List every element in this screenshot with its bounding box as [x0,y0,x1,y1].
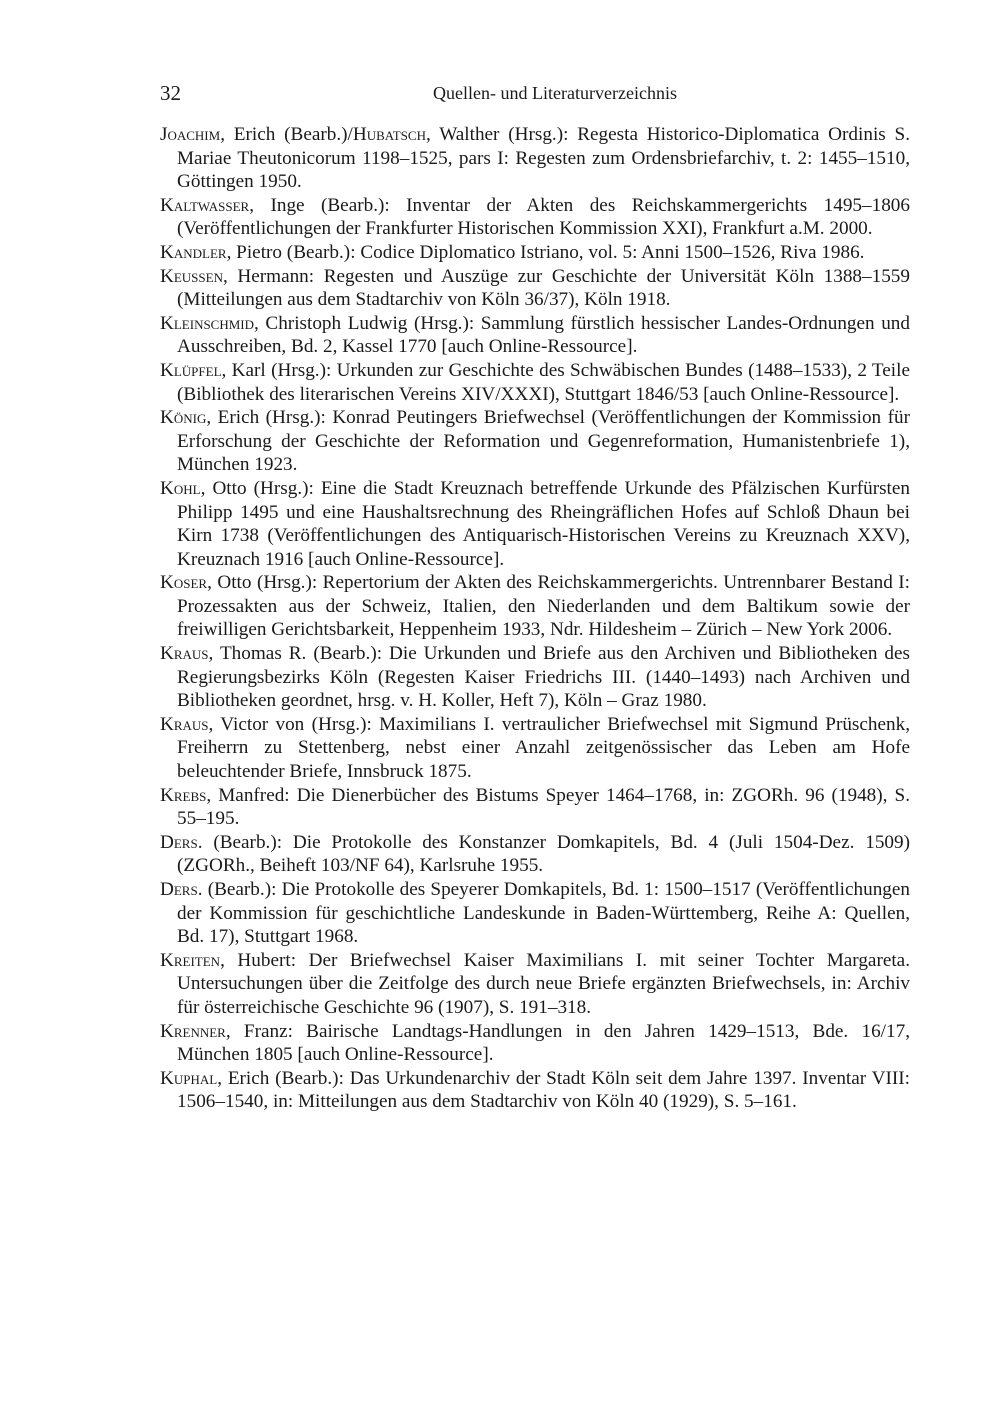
bibliography-entry [160,241,910,265]
entry-text: , Pietro (Bearb.): Codice Diplomatico Istriano, vol. 5: Anni 1500–1526, Riva 1986. [226,241,865,263]
bibliography-entry [160,265,910,312]
entry-text: , Thomas R. (Bearb.): Die Urkunden und Briefe aus den Archiven und Bibliotheken des Regierungsbezirks Köln (Regesten Kaiser Friedrichs III. (1440–1493) nach Archiven und Bibliotheken geordnet, hrsg. v. H. Koller, Heft 7), Köln – Graz 1980. [177,643,910,712]
entry-text: , Inge (Bearb.): Inventar der Akten des Reichskammergerichts 1495–1806 (Veröffentlichungen der Frankfurter Historischen Kommission XXI), Frankfurt a.M. 2000. [177,194,910,240]
author-name: Krenner [160,1020,226,1042]
entry-text: , Walther (Hrsg.): Regesta Historico-Diplomatica Ordinis S. Mariae Theutonicorum 1198–1525, pars I: Regesten zum Ordensbriefarchiv, t. 2: 1455–1510, Göttingen 1950. [177,124,910,193]
author-name: Koser [160,572,208,594]
author-name: Kuphal [160,1067,218,1089]
bibliography-entry [160,831,910,878]
entry-text: , Victor von (Hrsg.): Maximilians I. vertraulicher Briefwechsel mit Sigmund Prüschenk, Freiherrn zu Stettenberg, nebst einer Anzahl zeitgenössischer das Leben am Hofe beleuchtender Briefe, Innsbruck 1875. [177,713,910,783]
entry-text: , Erich (Hrsg.): Konrad Peutingers Briefwechsel (Veröffentlichungen der Kommission für Erforschung der Geschichte der Reformation und Gegenreformation, Humanistenbriefe 1), München 1923. [177,407,910,476]
author-name: Joachim [160,124,221,145]
author-name: Kraus [160,713,209,735]
page-number: 32 [160,81,181,105]
entry-text: , Otto (Hrsg.): Repertorium der Akten des Reichskammergerichts. Untrennbarer Bestand I: Prozessakten aus der Schweiz, Italien, den Niederlanden und dem Baltikum sowie der freiwilligen Gerichtsbarkeit, Heppenheim 1933, Ndr. Hildesheim – Zürich – New York 2006. [177,572,910,641]
entry-text: . (Bearb.): Die Protokolle des Speyerer Domkapitels, Bd. 1: 1500–1517 (Veröffentlichungen der Kommission für geschichtliche Landeskunde in Baden-Württemberg, Reihe A: Quellen, Bd. 17), Stuttgart 1968. [177,879,910,948]
bibliography-entry [160,477,910,571]
author-name: Kleinschmid [160,312,255,334]
author-name: Kohl [160,477,201,499]
bibliography-entry [160,878,910,949]
running-head: Quellen- und Literaturverzeichnis [433,83,677,103]
bibliography-entry [160,359,910,406]
author-name: König [160,407,207,429]
author-name: Kaltwasser [160,194,250,216]
bibliography-entry [160,713,910,784]
entry-text: , Franz: Bairische Landtags-Handlungen in den Jahren 1429–1513, Bde. 16/​17, München 1805 [auch Online-Ressource]. [177,1020,910,1066]
author-name: Ders [160,831,198,853]
entry-text: , Christoph Ludwig (Hrsg.): Sammlung fürstlich hessischer Landes-Ordnungen und Ausschreiben, Bd. 2, Kassel 1770 [auch Online-Ressource]. [177,312,910,358]
author-name: Kraus [160,643,209,665]
bibliography-entry [160,949,910,1020]
author-name: Klüpfel [160,359,222,381]
bibliography-entry [160,123,910,194]
author-name: Keussen [160,265,223,287]
bibliography-entry [160,312,910,359]
bibliography-entry [160,642,910,713]
author-name: Kreiten [160,949,221,971]
entry-text: , Otto (Hrsg.): Eine die Stadt Kreuznach betreffende Urkunde des Pfälzischen Kurfürsten Philipp 1495 und eine Haushaltsrechnung des Rheingräflichen Hofes auf Schloß Dhaun bei Kirn 1738 (Veröffentlichungen des Antiquarisch-Historischen Vereins zu Kreuznach XXV), Kreuznach 1916 [auch Online-Ressource]. [177,477,910,570]
bibliography-entry [160,406,910,477]
entry-text: , Hubert: Der Briefwechsel Kaiser Maximilians I. mit seiner Tochter Margareta. Untersuchungen über die Zeitfolge des durch neue Briefe ergänzten Briefwechsels, in: Archiv für österreichische Geschichte 96 (1907), S. 191–318. [177,949,910,1018]
author-name: Krebs [160,784,207,806]
author-name: Kandler [160,241,227,263]
entry-text: , Karl (Hrsg.): Urkunden zur Geschichte des Schwäbischen Bundes (1488–1533), 2 Teile (Bibliothek des literarischen Vereins XIV/XXXI), Stuttgart 1846/53 [auch Online-Ressource]. [177,359,910,405]
entry-text: . (Bearb.): Die Protokolle des Konstanzer Domkapitels, Bd. 4 (Juli 1504-Dez. 1509) (ZGORh., Beiheft 103/NF 64), Karlsruhe 1955. [177,831,910,877]
entry-text: , Erich (Bearb.)/ [220,124,353,145]
bibliography-entry [160,784,910,831]
bibliography-list [160,123,910,1114]
entry-text: , Manfred: Die Dienerbücher des Bistums Speyer 1464–1768, in: ZGORh. 96 (1948), S. 55–195. [177,784,910,830]
bibliography-entry [160,194,910,241]
bibliography-entry [160,571,910,642]
page-header [160,80,910,106]
entry-text: , Hermann: Regesten und Auszüge zur Geschichte der Universität Köln 1388–1559 (Mitteilungen aus dem Stadtarchiv von Köln 36/37), Köln 1918. [177,265,910,311]
entry-text: , Erich (Bearb.): Das Urkundenarchiv der Stadt Köln seit dem Jahre 1397. Inventar VIII: 1506–1540, in: Mitteilungen aus dem Stadtarchiv von Köln 40 (1929), S. 5–161. [177,1067,910,1113]
author-name: Ders [160,879,198,900]
bibliography-entry [160,1067,910,1114]
author-name: Hubatsch [352,124,426,145]
bibliography-entry [160,1020,910,1067]
